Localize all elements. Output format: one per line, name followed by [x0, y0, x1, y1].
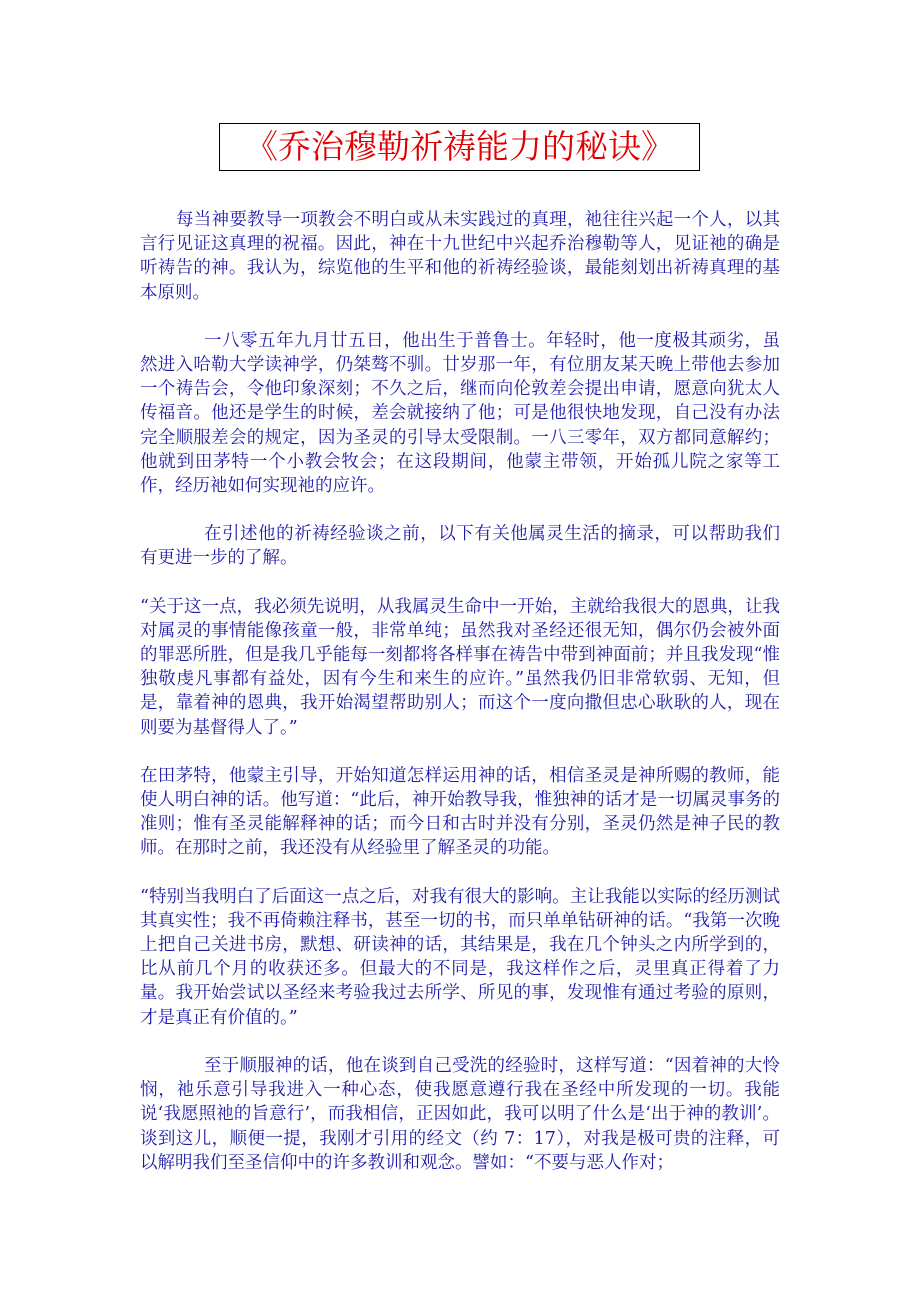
- paragraph-quote-scripture-study: “特别当我明白了后面这一点之后，对我有很大的影响。主让我能以实际的经历测试其真实性；我不再倚赖注释书，甚至一切的书，而只单单钻研神的话。“我第一次晚上把自己关进书房，默想、研读神的话，其结果是，我在几个钟头之内所学到的，比从前几个月的收获还多。但最大的不同是，我这样作之后，灵里真正得着了力量。我开始尝试以圣经来考验我过去所学、所见的事，发现惟有通过考验的原则，才是真正有价值的。”: [140, 886, 780, 1028]
- paragraph-biography: 一八零五年九月廿五日，他出生于普鲁士。年轻时，他一度极其顽劣，虽然进入哈勒大学读神学，仍桀骜不驯。廿岁那一年，有位朋友某天晚上带他去参加一个祷告会，令他印象深刻；不久之后，继而向伦敦差会提出申请，愿意向犹太人传福音。他还是学生的时候，差会就接纳了他；可是他很快地发现，自己没有办法完全顺服差会的规定，因为圣灵的引导太受限制。一八三零年，双方都同意解约；他就到田茅特一个小教会牧会；在这段期间，他蒙主带领，开始孤儿院之家等工作，经历祂如何实现祂的应许。: [140, 330, 780, 497]
- document-title: 《乔治穆勒祈祷能力的秘诀》: [245, 127, 674, 166]
- paragraph-obedience: 至于顺服神的话，他在谈到自己受洗的经验时，这样写道：“因着神的大怜悯，祂乐意引导我进入一种心态，使我愿意遵行我在圣经中所发现的一切。我能说‘我愿照祂的旨意行’，而我相信，正因如此，我可以明了什么是‘出于神的教训’。谈到这儿，顺便一提，我刚才引用的经文（约 7：17），对我是极可贵的注释，可以解明我们至圣信仰中的许多教训和观念。譬如：“不要与恶人作对；: [140, 1055, 780, 1173]
- paragraph-intro: 每当神要教导一项教会不明白或从未实践过的真理，祂往往兴起一个人，以其言行见证这真理的祝福。因此，神在十九世纪中兴起乔治穆勒等人，见证祂的确是听祷告的神。我认为，综览他的生平和他的祈祷经验谈，最能刻划出祈祷真理的基本原则。: [140, 210, 780, 303]
- paragraph-teignmouth: 在田茅特，他蒙主引导，开始知道怎样运用神的话，相信圣灵是神所赐的教师，能使人明白神的话。他写道：“此后，神开始教导我，惟独神的话才是一切属灵事务的准则；惟有圣灵能解释神的话；而今日和古时并没有分别，圣灵仍然是神子民的教师。在那时之前，我还没有从经验里了解圣灵的功能。: [140, 765, 780, 859]
- title-box: [219, 123, 700, 171]
- paragraph-quote-spiritual-life: “关于这一点，我必须先说明，从我属灵生命中一开始，主就给我很大的恩典，让我对属灵的事情能像孩童一般，非常单纯；虽然我对圣经还很无知，偶尔仍会被外面的罪恶所胜，但是我几乎能每一刻都将各样事在祷告中带到神面前；并且我发现“惟独敬虔凡事都有益处，因有今生和来生的应许。”虽然我仍旧非常软弱、无知，但是，靠着神的恩典，我开始渴望帮助别人；而这个一度向撒但忠心耿耿的人，现在则要为基督得人了。”: [140, 596, 780, 738]
- paragraph-transition: 在引述他的祈祷经验谈之前，以下有关他属灵生活的摘录，可以帮助我们有更进一步的了解。: [140, 524, 780, 569]
- document-body: [140, 208, 780, 1175]
